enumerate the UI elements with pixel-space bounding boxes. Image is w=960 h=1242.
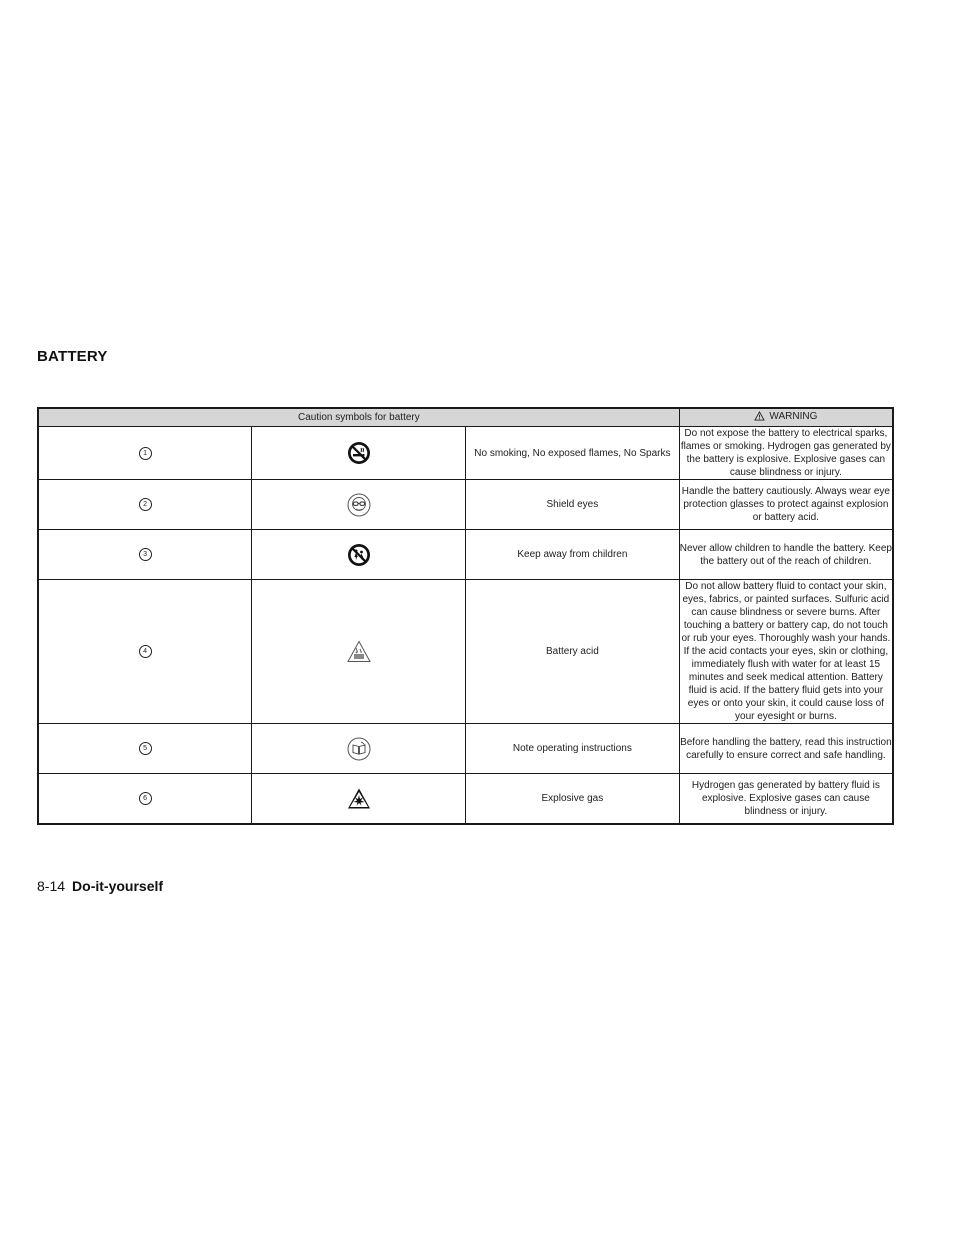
chapter-title: Do-it-yourself (72, 878, 164, 894)
table-row (38, 427, 893, 480)
section-title: BATTERY (37, 348, 108, 365)
symbol-description: Do not allow battery fluid to contact your skin, eyes, fabrics, or painted surfaces. Sulfuric acid can cause blindness or severe burns. After touching a battery or battery cap, do not touch or rub your eyes. Thoroughly wash your hands. If the acid contacts your eyes, skin or clothing, immediately flush with water for at least 15 minutes and seek medical attention. Battery fluid is acid. If the battery fluid gets into your eyes or onto your skin, it could cause loss of your eyesight or burns. (679, 580, 893, 724)
row-number: 3 (139, 548, 152, 561)
symbol-name: Note operating instructions (466, 724, 680, 774)
row-number: 6 (139, 792, 152, 805)
row-number: 1 (139, 447, 152, 460)
shield-eyes-icon (347, 493, 371, 517)
symbol-description: Do not expose the battery to electrical sparks, flames or smoking. Hydrogen gas generated by the battery is explosive. Explosive gases can cause blindness or injury. (679, 427, 893, 480)
table-row (38, 480, 893, 530)
symbol-description: Handle the battery cautiously. Always wear eye protection glasses to protect against explosion or battery acid. (679, 480, 893, 530)
table-header-row (38, 408, 893, 427)
table-row (38, 530, 893, 580)
header-warning (679, 408, 893, 427)
symbol-name: Explosive gas (466, 774, 680, 825)
warning-triangle-icon (754, 411, 765, 421)
battery-caution-table (37, 407, 894, 825)
row-number: 2 (139, 498, 152, 511)
header-warning-label: WARNING (769, 410, 818, 422)
symbol-description: Hydrogen gas generated by battery fluid is explosive. Explosive gases can cause blindness or injury. (679, 774, 893, 825)
keep-away-children-icon (347, 543, 371, 567)
table-row (38, 580, 893, 724)
symbol-description: Never allow children to handle the battery. Keep the battery out of the reach of children. (679, 530, 893, 580)
operating-instructions-icon (347, 737, 371, 761)
symbol-name: Shield eyes (466, 480, 680, 530)
table-row (38, 724, 893, 774)
battery-acid-icon (347, 640, 371, 664)
header-caution-symbols: Caution symbols for battery (38, 408, 679, 427)
page-number: 8-14 (37, 878, 66, 894)
symbol-description: Before handling the battery, read this instruction carefully to ensure correct and safe handling. (679, 724, 893, 774)
row-number: 4 (139, 645, 152, 658)
explosive-gas-icon (347, 787, 371, 811)
page-footer (37, 878, 163, 894)
no-smoking-icon (347, 441, 371, 465)
row-number: 5 (139, 742, 152, 755)
table-row (38, 774, 893, 825)
symbol-name: Battery acid (466, 580, 680, 724)
symbol-name: Keep away from children (466, 530, 680, 580)
symbol-name: No smoking, No exposed flames, No Sparks (466, 427, 680, 480)
